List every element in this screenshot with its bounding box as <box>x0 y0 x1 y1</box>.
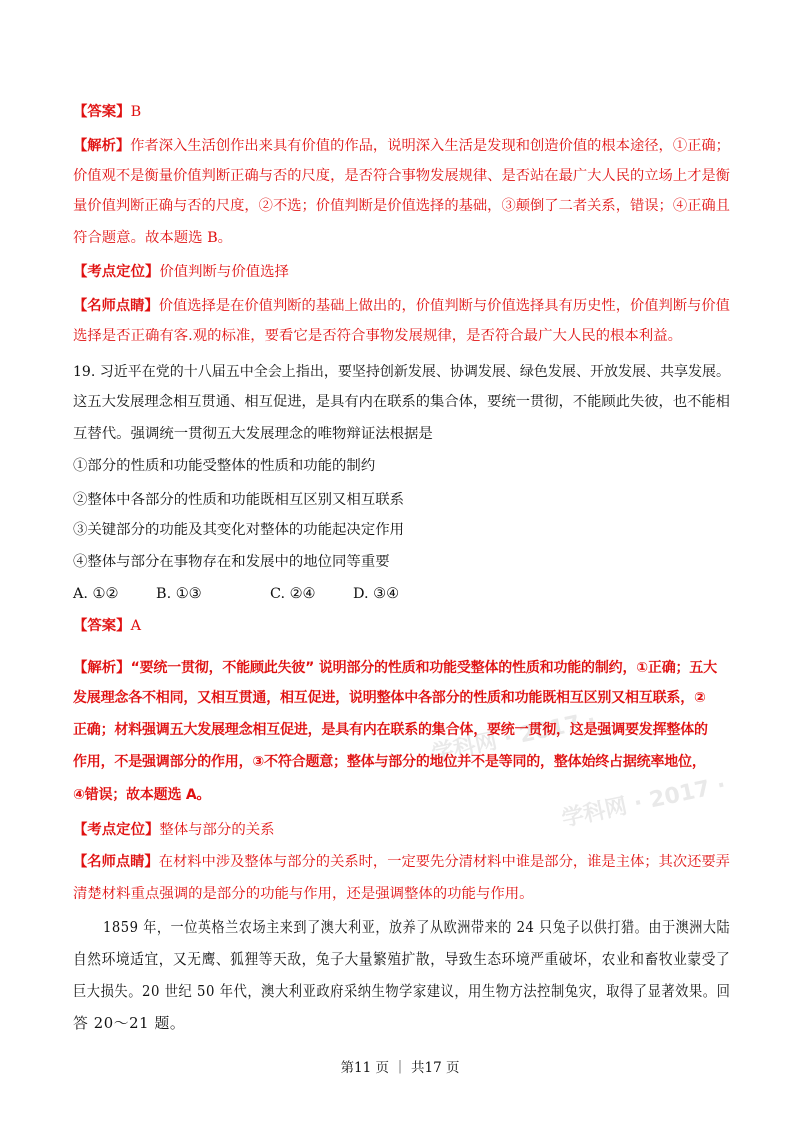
passage-line: 自然环境适宜，又无鹰、狐狸等天敌，兔子大量繁殖扩散，导致生态环境严重破坏，农业和畜牧业蒙受了 <box>73 951 731 968</box>
tips-line <box>73 852 730 872</box>
statement-2: ②整体中各部分的性质和功能既相互区别又相互联系 <box>73 492 404 508</box>
analysis-tag: 【解析】 <box>73 659 131 676</box>
watermark: 学科网 · 2017 · <box>429 707 599 768</box>
answer-value: A <box>130 618 141 634</box>
answer-tag: 【答案】 <box>73 103 131 120</box>
tips-text: 清楚材料重点强调的是部分的功能与作用，还是强调整体的功能与作用。 <box>73 886 534 902</box>
question-stem: 19. 习近平在党的十八届五中全会上指出，要坚持创新发展、协调发展、绿色发展、开放发展、共享发展。 <box>73 364 731 380</box>
watermark: 学科网 · 2017 · <box>559 772 729 833</box>
question-stem: 这五大发展理念相互贯通、相互促进，是具有内在联系的集合体，要统一贯彻，不能顾此失彼，也不能相 <box>73 394 730 410</box>
passage-line: 1859 年，一位英格兰农场主来到了澳大利亚，放养了从欧洲带来的 24 只兔子以供打猎。由于澳洲大陆 <box>103 919 731 936</box>
analysis-text: 符合题意。故本题选 B。 <box>73 230 233 246</box>
topic-value: 价值判断与价值选择 <box>159 264 289 280</box>
topic-line <box>73 262 289 282</box>
tips-text: 在材料中涉及整体与部分的关系时，一定要先分清材料中谁是部分，谁是主体；其次还要弄 <box>158 854 730 870</box>
analysis-text: 量价值判断正确与否的尺度，②不选；价值判断是价值选择的基础，③颠倒了二者关系，错误；④正确且 <box>73 198 730 214</box>
answer-tag: 【答案】 <box>73 617 131 634</box>
answer-value: B <box>130 104 142 120</box>
option-a: A. ①② <box>73 586 119 602</box>
analysis-text: 发展理念各不相同，又相互贯通，相互促进，说明整体中各部分的性质和功能既相互区别又相互联系，② <box>73 690 706 706</box>
tips-text: 选择是否正确有客.观的标准，要看它是否符合事物发展规律，是否符合最广大人民的根本利益。 <box>73 328 682 344</box>
topic-line <box>73 820 275 840</box>
analysis-text: 作用，不是强调部分的作用，③不符合题意；整体与部分的地位并不是等同的，整体始终占据统率地位， <box>73 754 706 770</box>
topic-tag: 【考点定位】 <box>73 821 160 838</box>
analysis-text: 正确；材料强调五大发展理念相互促进，是具有内在联系的集合体，要统一贯彻，这是强调要发挥整体的 <box>73 722 708 738</box>
statement-3: ③关键部分的功能及其变化对整体的功能起决定作用 <box>73 522 404 538</box>
passage-line: 巨大损失。20 世纪 50 年代，澳大利亚政府采纳生物学家建议，用生物方法控制兔灾，取得了显著效果。回 <box>73 983 731 1000</box>
tips-text: 价值选择是在价值判断的基础上做出的，价值判断与价值选择具有历史性，价值判断与价值 <box>158 298 730 314</box>
topic-tag: 【考点定位】 <box>73 263 160 280</box>
handwritten-analysis-line <box>73 658 717 678</box>
tips-tag: 【名师点睛】 <box>73 297 159 314</box>
analysis-line <box>73 136 730 156</box>
topic-value: 整体与部分的关系 <box>159 822 275 838</box>
option-d: D. ③④ <box>353 586 399 602</box>
statement-4: ④整体与部分在事物存在和发展中的地位同等重要 <box>73 554 390 570</box>
statement-1: ①部分的性质和功能受整体的性质和功能的制约 <box>73 458 376 474</box>
analysis-text: ④错误；故本题选 A。 <box>73 787 211 803</box>
analysis-tag: 【解析】 <box>73 137 131 154</box>
passage-line: 答 20～21 题。 <box>73 1015 186 1032</box>
analysis-text: “要统一贯彻，不能顾此失彼” 说明部分的性质和功能受整体的性质和功能的制约，①正确；五大 <box>130 660 717 676</box>
answer-line <box>73 102 141 122</box>
analysis-text: 作者深入生活创作出来具有价值的作品，说明深入生活是发现和创造价值的根本途径，①正确； <box>130 138 730 154</box>
tips-line <box>73 296 730 316</box>
analysis-text: 价值观不是衡量价值判断正确与否的尺度，是否符合事物发展规律、是否站在最广大人民的立场上才是衡 <box>73 168 730 184</box>
question-stem: 互替代。强调统一贯彻五大发展理念的唯物辩证法根据是 <box>73 426 433 442</box>
answer-line <box>73 616 141 636</box>
page-footer: 第11 页 ｜ 共17 页 <box>340 1060 460 1076</box>
tips-tag: 【名师点睛】 <box>73 853 159 870</box>
option-b: B. ①③ <box>156 586 202 602</box>
option-c: C. ②④ <box>270 586 316 602</box>
